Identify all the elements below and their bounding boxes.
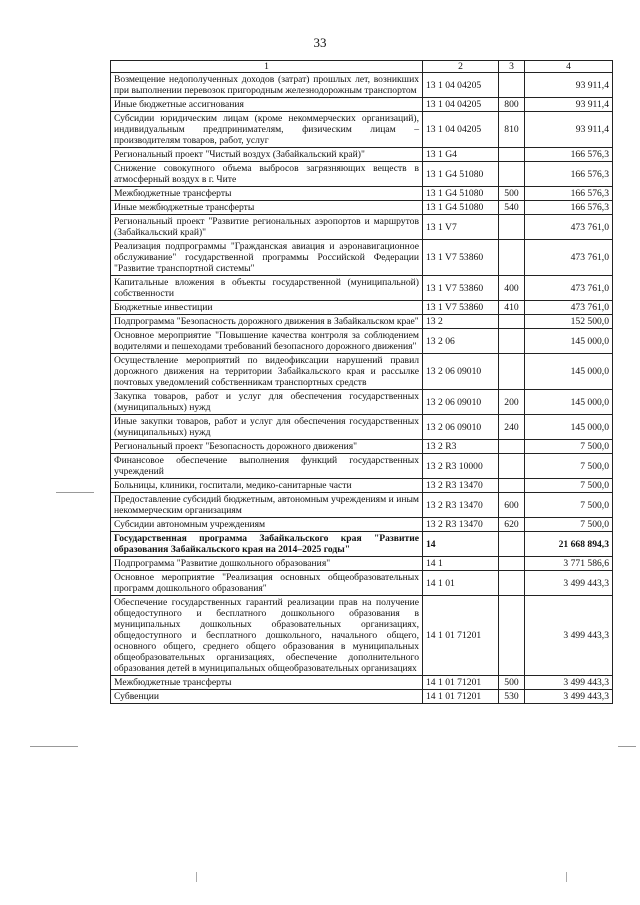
table-row: [111, 518, 613, 532]
row-code: 13 1 V7 53860: [423, 240, 499, 276]
row-type: 500: [499, 676, 525, 690]
table-row: [111, 557, 613, 571]
row-code: 13 2 R3: [423, 440, 499, 454]
row-sum: 473 761,0: [525, 276, 613, 301]
row-type: 200: [499, 390, 525, 415]
table-row: [111, 415, 613, 440]
row-code: 13 2 R3 13470: [423, 479, 499, 493]
row-name: Финансовое обеспечение выполнения функций государственных учреждений: [111, 454, 423, 479]
row-code: 13 1 G4 51080: [423, 162, 499, 187]
table-row: [111, 493, 613, 518]
row-name: Предоставление субсидий бюджетным, автономным учреждениям и иным некоммерческим организациям: [111, 493, 423, 518]
row-type: [499, 240, 525, 276]
row-name: Снижение совокупного объема выбросов загрязняющих веществ в атмосферный воздух в г. Чите: [111, 162, 423, 187]
scan-tick-left: [196, 872, 197, 882]
row-type: [499, 315, 525, 329]
row-type: [499, 454, 525, 479]
row-name: Иные межбюджетные трансферты: [111, 201, 423, 215]
table-row: [111, 532, 613, 557]
table-body: [111, 73, 613, 704]
row-code: 13 1 V7 53860: [423, 276, 499, 301]
row-code: 13 2 R3 13470: [423, 518, 499, 532]
table-row: [111, 571, 613, 596]
row-code: 13 2 06: [423, 329, 499, 354]
row-name: Региональный проект "Безопасность дорожного движения": [111, 440, 423, 454]
row-code: 14 1 01 71201: [423, 676, 499, 690]
row-type: 800: [499, 98, 525, 112]
scan-mark-left: [56, 492, 94, 493]
column-header-name: 1: [111, 61, 423, 73]
table-row: [111, 215, 613, 240]
row-sum: 145 000,0: [525, 354, 613, 390]
row-sum: 473 761,0: [525, 240, 613, 276]
column-header-code: 2: [423, 61, 499, 73]
row-sum: 166 576,3: [525, 162, 613, 187]
row-sum: 473 761,0: [525, 301, 613, 315]
row-code: 14: [423, 532, 499, 557]
row-sum: 21 668 894,3: [525, 532, 613, 557]
table-row: [111, 676, 613, 690]
row-sum: 166 576,3: [525, 187, 613, 201]
row-code: 13 2: [423, 315, 499, 329]
table-row: [111, 301, 613, 315]
row-name: Субсидии юридическим лицам (кроме некоммерческих организаций), индивидуальным предпринимателям, физическим лицам – производителям товаров, работ, услуг: [111, 112, 423, 148]
row-code: 13 2 06 09010: [423, 354, 499, 390]
row-name: Капитальные вложения в объекты государственной (муниципальной) собственности: [111, 276, 423, 301]
row-sum: 7 500,0: [525, 440, 613, 454]
table-row: [111, 187, 613, 201]
column-header-type: 3: [499, 61, 525, 73]
table-row: [111, 329, 613, 354]
row-type: [499, 162, 525, 187]
row-name: Региональный проект "Развитие региональных аэропортов и маршрутов (Забайкальский край)": [111, 215, 423, 240]
row-type: 240: [499, 415, 525, 440]
table-row: [111, 148, 613, 162]
row-type: 620: [499, 518, 525, 532]
table-row: [111, 390, 613, 415]
row-sum: 7 500,0: [525, 493, 613, 518]
table-row: [111, 98, 613, 112]
row-type: [499, 571, 525, 596]
page-number: 33: [313, 35, 327, 50]
table-row: [111, 596, 613, 676]
row-code: 13 1 04 04205: [423, 98, 499, 112]
row-name: Возмещение недополученных доходов (затрат) прошлых лет, возникших при выполнении перевозок пригородным железнодорожным транспортом: [111, 73, 423, 98]
row-code: 13 2 R3 13470: [423, 493, 499, 518]
row-type: [499, 596, 525, 676]
row-code: 13 1 G4: [423, 148, 499, 162]
row-name: Бюджетные инвестиции: [111, 301, 423, 315]
row-type: [499, 354, 525, 390]
row-type: 600: [499, 493, 525, 518]
row-sum: 3 771 586,6: [525, 557, 613, 571]
row-code: 13 2 06 09010: [423, 390, 499, 415]
row-sum: 166 576,3: [525, 201, 613, 215]
table-row: [111, 276, 613, 301]
table-row: [111, 201, 613, 215]
row-code: 13 1 V7: [423, 215, 499, 240]
table-row: [111, 454, 613, 479]
column-header-sum: 4: [525, 61, 613, 73]
row-name: Иные бюджетные ассигнования: [111, 98, 423, 112]
table-row: [111, 73, 613, 98]
row-type: 400: [499, 276, 525, 301]
row-type: [499, 479, 525, 493]
row-name: Больницы, клиники, госпитали, медико-санитарные части: [111, 479, 423, 493]
row-code: 13 1 04 04205: [423, 112, 499, 148]
row-name: Обеспечение государственных гарантий реализации прав на получение общедоступного и бесплатного дошкольного образования в муниципальных дошкольных образовательных организациях, общедоступного и бесплатного дошкольного, начального общего, основного общего, среднего общего образования в муниципальных общеобразовательных организациях, обеспечение дополнительного образования детей в муниципальных общеобразовательных организациях: [111, 596, 423, 676]
row-type: [499, 557, 525, 571]
row-code: 13 2 R3 10000: [423, 454, 499, 479]
row-sum: 3 499 443,3: [525, 596, 613, 676]
row-name: Реализация подпрограммы "Гражданская авиация и аэронавигационное обслуживание" государственной программы Российской Федерации "Развитие транспортной системы": [111, 240, 423, 276]
row-type: 410: [499, 301, 525, 315]
row-sum: 473 761,0: [525, 215, 613, 240]
row-sum: 7 500,0: [525, 518, 613, 532]
row-name: Основное мероприятие "Повышение качества контроля за соблюдением водителями и пешеходами требований безопасного дорожного движения": [111, 329, 423, 354]
row-sum: 166 576,3: [525, 148, 613, 162]
row-code: 14 1: [423, 557, 499, 571]
row-type: 810: [499, 112, 525, 148]
row-type: 500: [499, 187, 525, 201]
row-name: Закупка товаров, работ и услуг для обеспечения государственных (муниципальных) нужд: [111, 390, 423, 415]
row-name: Субсидии автономным учреждениям: [111, 518, 423, 532]
row-code: 13 1 V7 53860: [423, 301, 499, 315]
row-sum: 93 911,4: [525, 98, 613, 112]
row-sum: 145 000,0: [525, 415, 613, 440]
scan-mark-right: [618, 746, 636, 747]
row-type: 530: [499, 690, 525, 704]
table-row: [111, 112, 613, 148]
row-sum: 93 911,4: [525, 73, 613, 98]
row-code: 14 1 01: [423, 571, 499, 596]
row-name: Межбюджетные трансферты: [111, 676, 423, 690]
budget-table: [110, 60, 613, 704]
row-name: Региональный проект "Чистый воздух (Забайкальский край)": [111, 148, 423, 162]
row-sum: 145 000,0: [525, 390, 613, 415]
row-name: Субвенции: [111, 690, 423, 704]
table-row: [111, 354, 613, 390]
table-row: [111, 690, 613, 704]
row-code: 13 1 04 04205: [423, 73, 499, 98]
row-sum: 7 500,0: [525, 479, 613, 493]
row-sum: 93 911,4: [525, 112, 613, 148]
scan-mark-left-lower: [30, 746, 78, 747]
row-type: [499, 440, 525, 454]
row-type: [499, 215, 525, 240]
row-sum: 3 499 443,3: [525, 690, 613, 704]
row-name: Межбюджетные трансферты: [111, 187, 423, 201]
row-type: [499, 148, 525, 162]
table-row: [111, 440, 613, 454]
row-code: 13 1 G4 51080: [423, 201, 499, 215]
row-code: 14 1 01 71201: [423, 596, 499, 676]
row-sum: 3 499 443,3: [525, 571, 613, 596]
row-sum: 152 500,0: [525, 315, 613, 329]
row-sum: 3 499 443,3: [525, 676, 613, 690]
row-type: 540: [499, 201, 525, 215]
row-name: Осуществление мероприятий по видеофиксации нарушений правил дорожного движения на территории Забайкальского края и рассылке почтовых уведомлений собственникам транспортных средств: [111, 354, 423, 390]
table-header-row: [111, 61, 613, 73]
row-code: 14 1 01 71201: [423, 690, 499, 704]
row-name: Основное мероприятие "Реализация основных общеобразовательных программ дошкольного образования": [111, 571, 423, 596]
scan-tick-right: [566, 872, 567, 882]
row-name: Подпрограмма "Развитие дошкольного образования": [111, 557, 423, 571]
row-type: [499, 329, 525, 354]
row-code: 13 2 06 09010: [423, 415, 499, 440]
row-code: 13 1 G4 51080: [423, 187, 499, 201]
table-row: [111, 315, 613, 329]
table-row: [111, 479, 613, 493]
row-name: Иные закупки товаров, работ и услуг для обеспечения государственных (муниципальных) нужд: [111, 415, 423, 440]
row-name: Подпрограмма "Безопасность дорожного движения в Забайкальском крае": [111, 315, 423, 329]
row-type: [499, 532, 525, 557]
table-row: [111, 240, 613, 276]
table-row: [111, 162, 613, 187]
row-sum: 7 500,0: [525, 454, 613, 479]
row-type: [499, 73, 525, 98]
row-name: Государственная программа Забайкальского края "Развитие образования Забайкальского края на 2014–2025 годы": [111, 532, 423, 557]
row-sum: 145 000,0: [525, 329, 613, 354]
